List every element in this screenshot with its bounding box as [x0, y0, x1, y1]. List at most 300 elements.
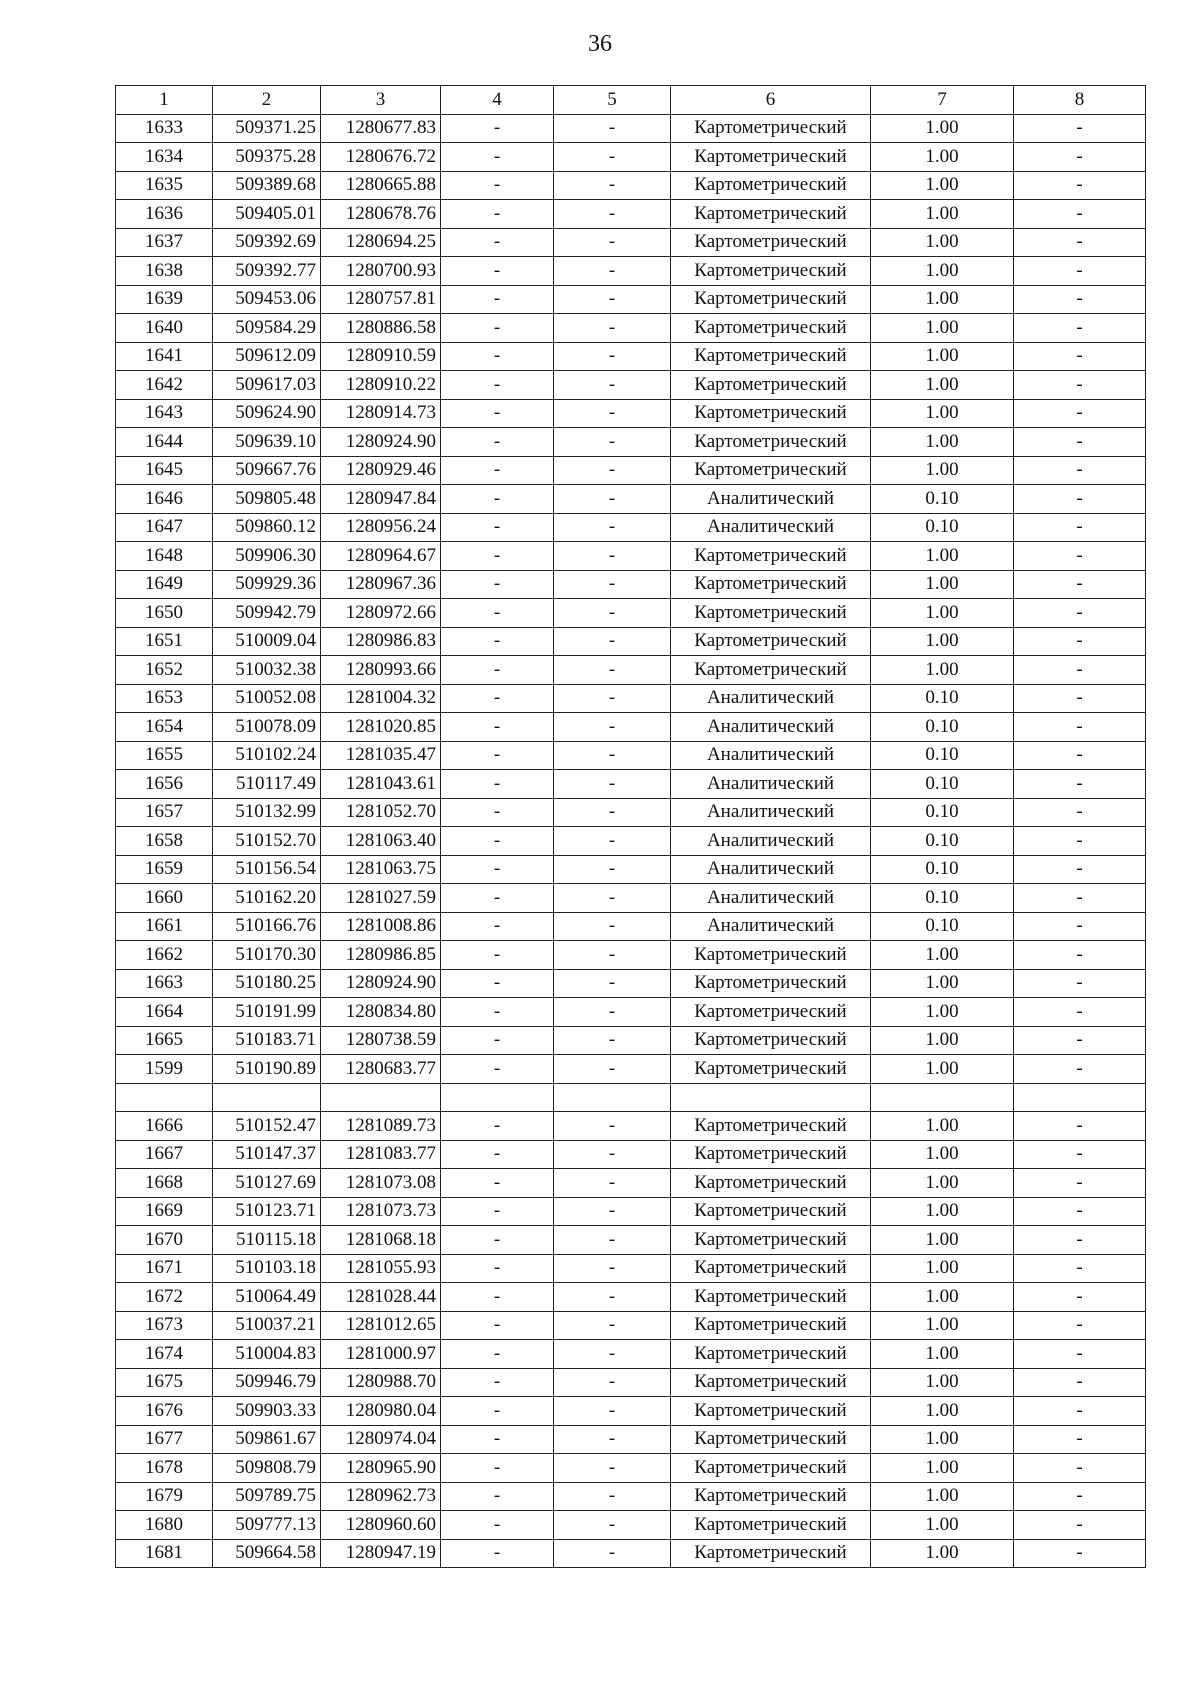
point-number-cell: 1651	[116, 627, 213, 656]
column-8-cell: -	[1014, 171, 1146, 200]
column-5-cell: -	[554, 599, 671, 628]
y-coordinate-cell: 1281073.08	[321, 1169, 441, 1198]
point-number-cell: 1681	[116, 1539, 213, 1568]
table-row	[116, 456, 1146, 485]
point-number-cell: 1658	[116, 827, 213, 856]
column-5-cell: -	[554, 171, 671, 200]
y-coordinate-cell: 1280988.70	[321, 1368, 441, 1397]
x-coordinate-cell: 509805.48	[213, 485, 321, 514]
point-number-cell: 1656	[116, 770, 213, 799]
column-8-cell: -	[1014, 570, 1146, 599]
column-4-cell: -	[441, 1340, 554, 1369]
column-4-cell: -	[441, 399, 554, 428]
table-row	[116, 941, 1146, 970]
y-coordinate-cell: 1281008.86	[321, 912, 441, 941]
y-coordinate-cell: 1280914.73	[321, 399, 441, 428]
accuracy-cell: 1.00	[871, 257, 1014, 286]
accuracy-cell: 1.00	[871, 1340, 1014, 1369]
column-4-cell: -	[441, 912, 554, 941]
table-row	[116, 1311, 1146, 1340]
table-row	[116, 542, 1146, 571]
accuracy-cell: 1.00	[871, 1511, 1014, 1540]
table-row	[116, 1083, 1146, 1112]
column-5-cell: -	[554, 1340, 671, 1369]
column-5-cell: -	[554, 1425, 671, 1454]
method-cell: Картометрический	[671, 342, 871, 371]
x-coordinate-cell: 509906.30	[213, 542, 321, 571]
column-5-cell: -	[554, 1368, 671, 1397]
table-row	[116, 1140, 1146, 1169]
column-5-cell: -	[554, 257, 671, 286]
x-coordinate-cell: 510102.24	[213, 741, 321, 770]
table-row	[116, 656, 1146, 685]
point-number-cell: 1653	[116, 684, 213, 713]
method-cell: Аналитический	[671, 884, 871, 913]
accuracy-cell: 1.00	[871, 969, 1014, 998]
column-5-cell: -	[554, 1254, 671, 1283]
x-coordinate-cell: 510052.08	[213, 684, 321, 713]
accuracy-cell: 1.00	[871, 1254, 1014, 1283]
point-number-cell: 1662	[116, 941, 213, 970]
point-number-cell: 1668	[116, 1169, 213, 1198]
point-number-cell: 1664	[116, 998, 213, 1027]
method-cell: Аналитический	[671, 713, 871, 742]
accuracy-cell: 0.10	[871, 770, 1014, 799]
column-8-cell: -	[1014, 314, 1146, 343]
y-coordinate-cell: 1280947.84	[321, 485, 441, 514]
column-4-cell: -	[441, 1026, 554, 1055]
point-number-cell: 1638	[116, 257, 213, 286]
column-8-cell: -	[1014, 684, 1146, 713]
y-coordinate-cell: 1280694.25	[321, 228, 441, 257]
column-5-cell: -	[554, 1112, 671, 1141]
column-5-cell	[554, 1083, 671, 1112]
method-cell: Картометрический	[671, 228, 871, 257]
column-5-cell: -	[554, 513, 671, 542]
accuracy-cell: 1.00	[871, 314, 1014, 343]
method-cell	[671, 1083, 871, 1112]
point-number-cell: 1670	[116, 1226, 213, 1255]
column-8-cell: -	[1014, 1425, 1146, 1454]
column-4-cell: -	[441, 285, 554, 314]
y-coordinate-cell: 1280677.83	[321, 114, 441, 143]
method-cell: Картометрический	[671, 1197, 871, 1226]
column-8-cell: -	[1014, 855, 1146, 884]
column-header: 8	[1014, 86, 1146, 115]
accuracy-cell: 1.00	[871, 342, 1014, 371]
point-number-cell: 1641	[116, 342, 213, 371]
accuracy-cell: 1.00	[871, 570, 1014, 599]
column-4-cell: -	[441, 371, 554, 400]
column-4-cell: -	[441, 741, 554, 770]
accuracy-cell: 1.00	[871, 1425, 1014, 1454]
y-coordinate-cell: 1281089.73	[321, 1112, 441, 1141]
column-4-cell: -	[441, 171, 554, 200]
table-row	[116, 285, 1146, 314]
column-4-cell: -	[441, 1226, 554, 1255]
table-row	[116, 570, 1146, 599]
table-row	[116, 1169, 1146, 1198]
x-coordinate-cell: 510166.76	[213, 912, 321, 941]
accuracy-cell: 1.00	[871, 1169, 1014, 1198]
column-5-cell: -	[554, 399, 671, 428]
method-cell: Картометрический	[671, 371, 871, 400]
x-coordinate-cell: 510191.99	[213, 998, 321, 1027]
column-5-cell: -	[554, 428, 671, 457]
x-coordinate-cell: 509667.76	[213, 456, 321, 485]
accuracy-cell: 0.10	[871, 485, 1014, 514]
column-5-cell: -	[554, 770, 671, 799]
table-row	[116, 314, 1146, 343]
point-number-cell: 1677	[116, 1425, 213, 1454]
column-8-cell: -	[1014, 1397, 1146, 1426]
x-coordinate-cell: 510032.38	[213, 656, 321, 685]
accuracy-cell: 1.00	[871, 998, 1014, 1027]
column-8-cell: -	[1014, 1226, 1146, 1255]
accuracy-cell: 1.00	[871, 371, 1014, 400]
column-4-cell: -	[441, 114, 554, 143]
accuracy-cell: 1.00	[871, 1112, 1014, 1141]
table-row	[116, 684, 1146, 713]
accuracy-cell: 0.10	[871, 513, 1014, 542]
method-cell: Картометрический	[671, 114, 871, 143]
column-header: 1	[116, 86, 213, 115]
y-coordinate-cell: 1280980.04	[321, 1397, 441, 1426]
method-cell: Аналитический	[671, 684, 871, 713]
table-row	[116, 114, 1146, 143]
column-header: 5	[554, 86, 671, 115]
point-number-cell: 1669	[116, 1197, 213, 1226]
x-coordinate-cell: 509903.33	[213, 1397, 321, 1426]
point-number-cell: 1667	[116, 1140, 213, 1169]
column-4-cell: -	[441, 143, 554, 172]
y-coordinate-cell: 1281000.97	[321, 1340, 441, 1369]
x-coordinate-cell: 510132.99	[213, 798, 321, 827]
column-8-cell: -	[1014, 741, 1146, 770]
method-cell: Аналитический	[671, 741, 871, 770]
column-8-cell: -	[1014, 599, 1146, 628]
point-number-cell: 1672	[116, 1283, 213, 1312]
column-4-cell: -	[441, 713, 554, 742]
accuracy-cell: 1.00	[871, 1197, 1014, 1226]
method-cell: Картометрический	[671, 1368, 871, 1397]
accuracy-cell: 1.00	[871, 228, 1014, 257]
accuracy-cell: 1.00	[871, 1226, 1014, 1255]
column-5-cell: -	[554, 1397, 671, 1426]
x-coordinate-cell: 510117.49	[213, 770, 321, 799]
point-number-cell: 1650	[116, 599, 213, 628]
column-4-cell: -	[441, 456, 554, 485]
table-row	[116, 1539, 1146, 1568]
column-8-cell: -	[1014, 884, 1146, 913]
column-5-cell: -	[554, 912, 671, 941]
point-number-cell: 1675	[116, 1368, 213, 1397]
column-5-cell: -	[554, 570, 671, 599]
column-5-cell: -	[554, 285, 671, 314]
y-coordinate-cell: 1281083.77	[321, 1140, 441, 1169]
accuracy-cell: 1.00	[871, 1539, 1014, 1568]
column-4-cell: -	[441, 1482, 554, 1511]
accuracy-cell: 1.00	[871, 428, 1014, 457]
y-coordinate-cell: 1280700.93	[321, 257, 441, 286]
method-cell: Картометрический	[671, 1511, 871, 1540]
table-row	[116, 1055, 1146, 1084]
x-coordinate-cell: 509789.75	[213, 1482, 321, 1511]
x-coordinate-cell: 510078.09	[213, 713, 321, 742]
y-coordinate-cell: 1280964.67	[321, 542, 441, 571]
table-row	[116, 1425, 1146, 1454]
column-5-cell: -	[554, 1226, 671, 1255]
column-5-cell: -	[554, 1055, 671, 1084]
point-number-cell: 1660	[116, 884, 213, 913]
column-4-cell: -	[441, 542, 554, 571]
column-5-cell: -	[554, 798, 671, 827]
table-row	[116, 599, 1146, 628]
accuracy-cell: 1.00	[871, 599, 1014, 628]
y-coordinate-cell	[321, 1083, 441, 1112]
column-4-cell	[441, 1083, 554, 1112]
table-row	[116, 257, 1146, 286]
method-cell: Аналитический	[671, 513, 871, 542]
table-row	[116, 713, 1146, 742]
column-5-cell: -	[554, 1482, 671, 1511]
y-coordinate-cell: 1280956.24	[321, 513, 441, 542]
x-coordinate-cell: 509405.01	[213, 200, 321, 229]
table-row	[116, 998, 1146, 1027]
point-number-cell: 1680	[116, 1511, 213, 1540]
column-4-cell: -	[441, 656, 554, 685]
column-5-cell: -	[554, 1140, 671, 1169]
column-5-cell: -	[554, 713, 671, 742]
table-row	[116, 342, 1146, 371]
column-4-cell: -	[441, 485, 554, 514]
column-4-cell: -	[441, 1368, 554, 1397]
method-cell: Аналитический	[671, 485, 871, 514]
column-5-cell: -	[554, 969, 671, 998]
point-number-cell: 1644	[116, 428, 213, 457]
column-8-cell	[1014, 1083, 1146, 1112]
y-coordinate-cell: 1280834.80	[321, 998, 441, 1027]
column-5-cell: -	[554, 656, 671, 685]
method-cell: Картометрический	[671, 1311, 871, 1340]
column-4-cell: -	[441, 855, 554, 884]
table-row	[116, 399, 1146, 428]
column-5-cell: -	[554, 485, 671, 514]
point-number-cell: 1649	[116, 570, 213, 599]
column-4-cell: -	[441, 599, 554, 628]
method-cell: Картометрический	[671, 314, 871, 343]
accuracy-cell: 1.00	[871, 1311, 1014, 1340]
table-row	[116, 428, 1146, 457]
x-coordinate-cell: 510103.18	[213, 1254, 321, 1283]
column-8-cell: -	[1014, 1539, 1146, 1568]
table-row	[116, 1482, 1146, 1511]
method-cell: Аналитический	[671, 827, 871, 856]
column-4-cell: -	[441, 1169, 554, 1198]
y-coordinate-cell: 1280962.73	[321, 1482, 441, 1511]
column-8-cell: -	[1014, 1169, 1146, 1198]
y-coordinate-cell: 1281052.70	[321, 798, 441, 827]
accuracy-cell: 1.00	[871, 1368, 1014, 1397]
column-8-cell: -	[1014, 542, 1146, 571]
x-coordinate-cell: 510147.37	[213, 1140, 321, 1169]
y-coordinate-cell: 1280967.36	[321, 570, 441, 599]
y-coordinate-cell: 1280738.59	[321, 1026, 441, 1055]
accuracy-cell: 1.00	[871, 200, 1014, 229]
accuracy-cell: 1.00	[871, 399, 1014, 428]
column-4-cell: -	[441, 513, 554, 542]
column-8-cell: -	[1014, 257, 1146, 286]
method-cell: Картометрический	[671, 456, 871, 485]
column-4-cell: -	[441, 884, 554, 913]
point-number-cell: 1643	[116, 399, 213, 428]
point-number-cell: 1654	[116, 713, 213, 742]
accuracy-cell: 0.10	[871, 912, 1014, 941]
x-coordinate-cell: 509375.28	[213, 143, 321, 172]
column-4-cell: -	[441, 969, 554, 998]
accuracy-cell: 1.00	[871, 627, 1014, 656]
column-8-cell: -	[1014, 485, 1146, 514]
column-4-cell: -	[441, 998, 554, 1027]
accuracy-cell: 0.10	[871, 684, 1014, 713]
accuracy-cell: 1.00	[871, 1140, 1014, 1169]
x-coordinate-cell: 509808.79	[213, 1454, 321, 1483]
y-coordinate-cell: 1280960.60	[321, 1511, 441, 1540]
column-4-cell: -	[441, 570, 554, 599]
table-row	[116, 1454, 1146, 1483]
x-coordinate-cell: 509664.58	[213, 1539, 321, 1568]
column-4-cell: -	[441, 941, 554, 970]
y-coordinate-cell: 1280972.66	[321, 599, 441, 628]
column-4-cell: -	[441, 1311, 554, 1340]
column-8-cell: -	[1014, 827, 1146, 856]
column-4-cell: -	[441, 1397, 554, 1426]
table-row	[116, 1283, 1146, 1312]
x-coordinate-cell: 510156.54	[213, 855, 321, 884]
y-coordinate-cell: 1280947.19	[321, 1539, 441, 1568]
column-4-cell: -	[441, 1454, 554, 1483]
x-coordinate-cell: 509860.12	[213, 513, 321, 542]
x-coordinate-cell: 509639.10	[213, 428, 321, 457]
point-number-cell: 1673	[116, 1311, 213, 1340]
column-5-cell: -	[554, 855, 671, 884]
y-coordinate-cell: 1281055.93	[321, 1254, 441, 1283]
column-5-cell: -	[554, 228, 671, 257]
column-8-cell: -	[1014, 456, 1146, 485]
table-row	[116, 143, 1146, 172]
column-8-cell: -	[1014, 1026, 1146, 1055]
column-4-cell: -	[441, 770, 554, 799]
table-row	[116, 371, 1146, 400]
column-5-cell: -	[554, 143, 671, 172]
x-coordinate-cell: 510037.21	[213, 1311, 321, 1340]
accuracy-cell: 1.00	[871, 656, 1014, 685]
method-cell: Картометрический	[671, 1283, 871, 1312]
method-cell: Картометрический	[671, 1112, 871, 1141]
table-row	[116, 798, 1146, 827]
column-8-cell: -	[1014, 399, 1146, 428]
y-coordinate-cell: 1280929.46	[321, 456, 441, 485]
column-4-cell: -	[441, 1055, 554, 1084]
point-number-cell: 1655	[116, 741, 213, 770]
x-coordinate-cell: 509371.25	[213, 114, 321, 143]
point-number-cell: 1640	[116, 314, 213, 343]
column-8-cell: -	[1014, 285, 1146, 314]
y-coordinate-cell: 1281073.73	[321, 1197, 441, 1226]
column-4-cell: -	[441, 827, 554, 856]
method-cell: Картометрический	[671, 1169, 871, 1198]
column-4-cell: -	[441, 228, 554, 257]
column-8-cell: -	[1014, 1055, 1146, 1084]
method-cell: Картометрический	[671, 257, 871, 286]
method-cell: Картометрический	[671, 428, 871, 457]
table-body	[116, 114, 1146, 1568]
column-header: 3	[321, 86, 441, 115]
point-number-cell: 1636	[116, 200, 213, 229]
point-number-cell: 1679	[116, 1482, 213, 1511]
column-5-cell: -	[554, 998, 671, 1027]
column-5-cell: -	[554, 627, 671, 656]
x-coordinate-cell: 509612.09	[213, 342, 321, 371]
accuracy-cell: 1.00	[871, 1482, 1014, 1511]
accuracy-cell: 1.00	[871, 456, 1014, 485]
y-coordinate-cell: 1280910.59	[321, 342, 441, 371]
column-4-cell: -	[441, 627, 554, 656]
column-8-cell: -	[1014, 1283, 1146, 1312]
table-row	[116, 228, 1146, 257]
x-coordinate-cell: 509617.03	[213, 371, 321, 400]
point-number-cell: 1639	[116, 285, 213, 314]
y-coordinate-cell: 1281043.61	[321, 770, 441, 799]
x-coordinate-cell: 510115.18	[213, 1226, 321, 1255]
y-coordinate-cell: 1280965.90	[321, 1454, 441, 1483]
column-4-cell: -	[441, 1425, 554, 1454]
method-cell: Картометрический	[671, 656, 871, 685]
y-coordinate-cell: 1280986.85	[321, 941, 441, 970]
column-8-cell: -	[1014, 342, 1146, 371]
point-number-cell: 1637	[116, 228, 213, 257]
accuracy-cell: 1.00	[871, 1055, 1014, 1084]
column-5-cell: -	[554, 1511, 671, 1540]
x-coordinate-cell: 510127.69	[213, 1169, 321, 1198]
x-coordinate-cell: 510064.49	[213, 1283, 321, 1312]
method-cell: Картометрический	[671, 1482, 871, 1511]
column-5-cell: -	[554, 684, 671, 713]
column-8-cell: -	[1014, 941, 1146, 970]
y-coordinate-cell: 1281063.40	[321, 827, 441, 856]
column-5-cell: -	[554, 1311, 671, 1340]
x-coordinate-cell: 510162.20	[213, 884, 321, 913]
method-cell: Картометрический	[671, 599, 871, 628]
column-8-cell: -	[1014, 371, 1146, 400]
x-coordinate-cell: 510004.83	[213, 1340, 321, 1369]
y-coordinate-cell: 1280986.83	[321, 627, 441, 656]
method-cell: Картометрический	[671, 285, 871, 314]
column-5-cell: -	[554, 542, 671, 571]
column-8-cell: -	[1014, 1112, 1146, 1141]
column-5-cell: -	[554, 1026, 671, 1055]
accuracy-cell: 1.00	[871, 941, 1014, 970]
column-5-cell: -	[554, 1169, 671, 1198]
y-coordinate-cell: 1280886.58	[321, 314, 441, 343]
point-number-cell: 1633	[116, 114, 213, 143]
column-4-cell: -	[441, 1197, 554, 1226]
point-number-cell: 1659	[116, 855, 213, 884]
point-number-cell: 1657	[116, 798, 213, 827]
table-row	[116, 1226, 1146, 1255]
point-number-cell: 1678	[116, 1454, 213, 1483]
x-coordinate-cell: 509453.06	[213, 285, 321, 314]
